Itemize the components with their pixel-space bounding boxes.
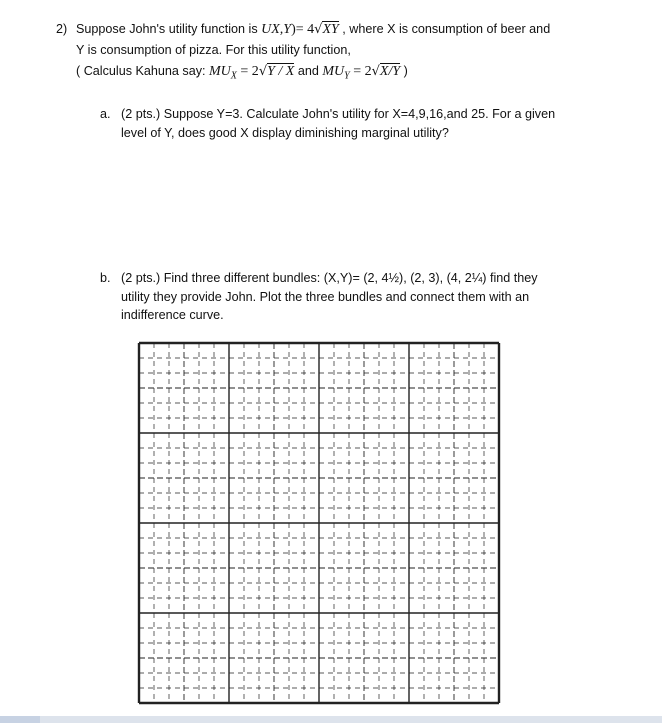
sqrt-symbol-icon: √ [314, 22, 323, 37]
part-a-line-2: level of Y, does good X display diminishing marginal utility? [121, 126, 449, 140]
bottom-scroll-bar [0, 716, 662, 723]
part-b-line-3: indifference curve. [121, 308, 224, 322]
graph-paper [137, 341, 501, 705]
utility-function-lhs: UX,Y [261, 22, 292, 37]
question-number: 2) [56, 22, 68, 36]
part-b-label: b. [100, 271, 111, 285]
calculus-note-post: ) [400, 64, 408, 78]
mux-root-term: Y / X [267, 64, 295, 79]
mux-label: MU [209, 64, 231, 79]
and-word: and [294, 64, 323, 78]
part-b-line-1: (2 pts.) Find three different bundles: (X,Y)= (2, 4½), (2, 3), (4, 2¼) find they [121, 271, 538, 285]
part-a-label: a. [100, 107, 111, 121]
calculus-note-pre: ( Calculus Kahuna say: [76, 64, 210, 78]
bottom-scroll-thumb[interactable] [0, 716, 40, 723]
question-text-pre: Suppose John's utility function is [76, 22, 262, 36]
question-text-post: , where X is consumption of beer and [338, 22, 551, 36]
muy-eq: = 2 [349, 64, 372, 79]
utility-function-eq: )= 4 [291, 22, 315, 37]
mux-subscript: X [230, 70, 237, 82]
sqrt-symbol-icon: √ [371, 64, 380, 79]
muy-subscript: Y [344, 70, 350, 82]
part-b-line-2: utility they provide John. Plot the three bundles and connect them with an [121, 290, 530, 304]
question-line-1 [76, 22, 550, 38]
question-line-3 [76, 64, 408, 82]
sqrt-symbol-icon: √ [258, 64, 268, 79]
muy-root-term: X/Y [379, 64, 401, 79]
part-a-line-1: (2 pts.) Suppose Y=3. Calculate John's utility for X=4,9,16,and 25. For a given [121, 107, 556, 121]
muy-label: MU [322, 64, 345, 79]
mux-eq: = 2 [236, 64, 259, 79]
question-line-2: Y is consumption of pizza. For this utility function, [76, 43, 351, 57]
utility-root-term: XY [322, 22, 339, 37]
